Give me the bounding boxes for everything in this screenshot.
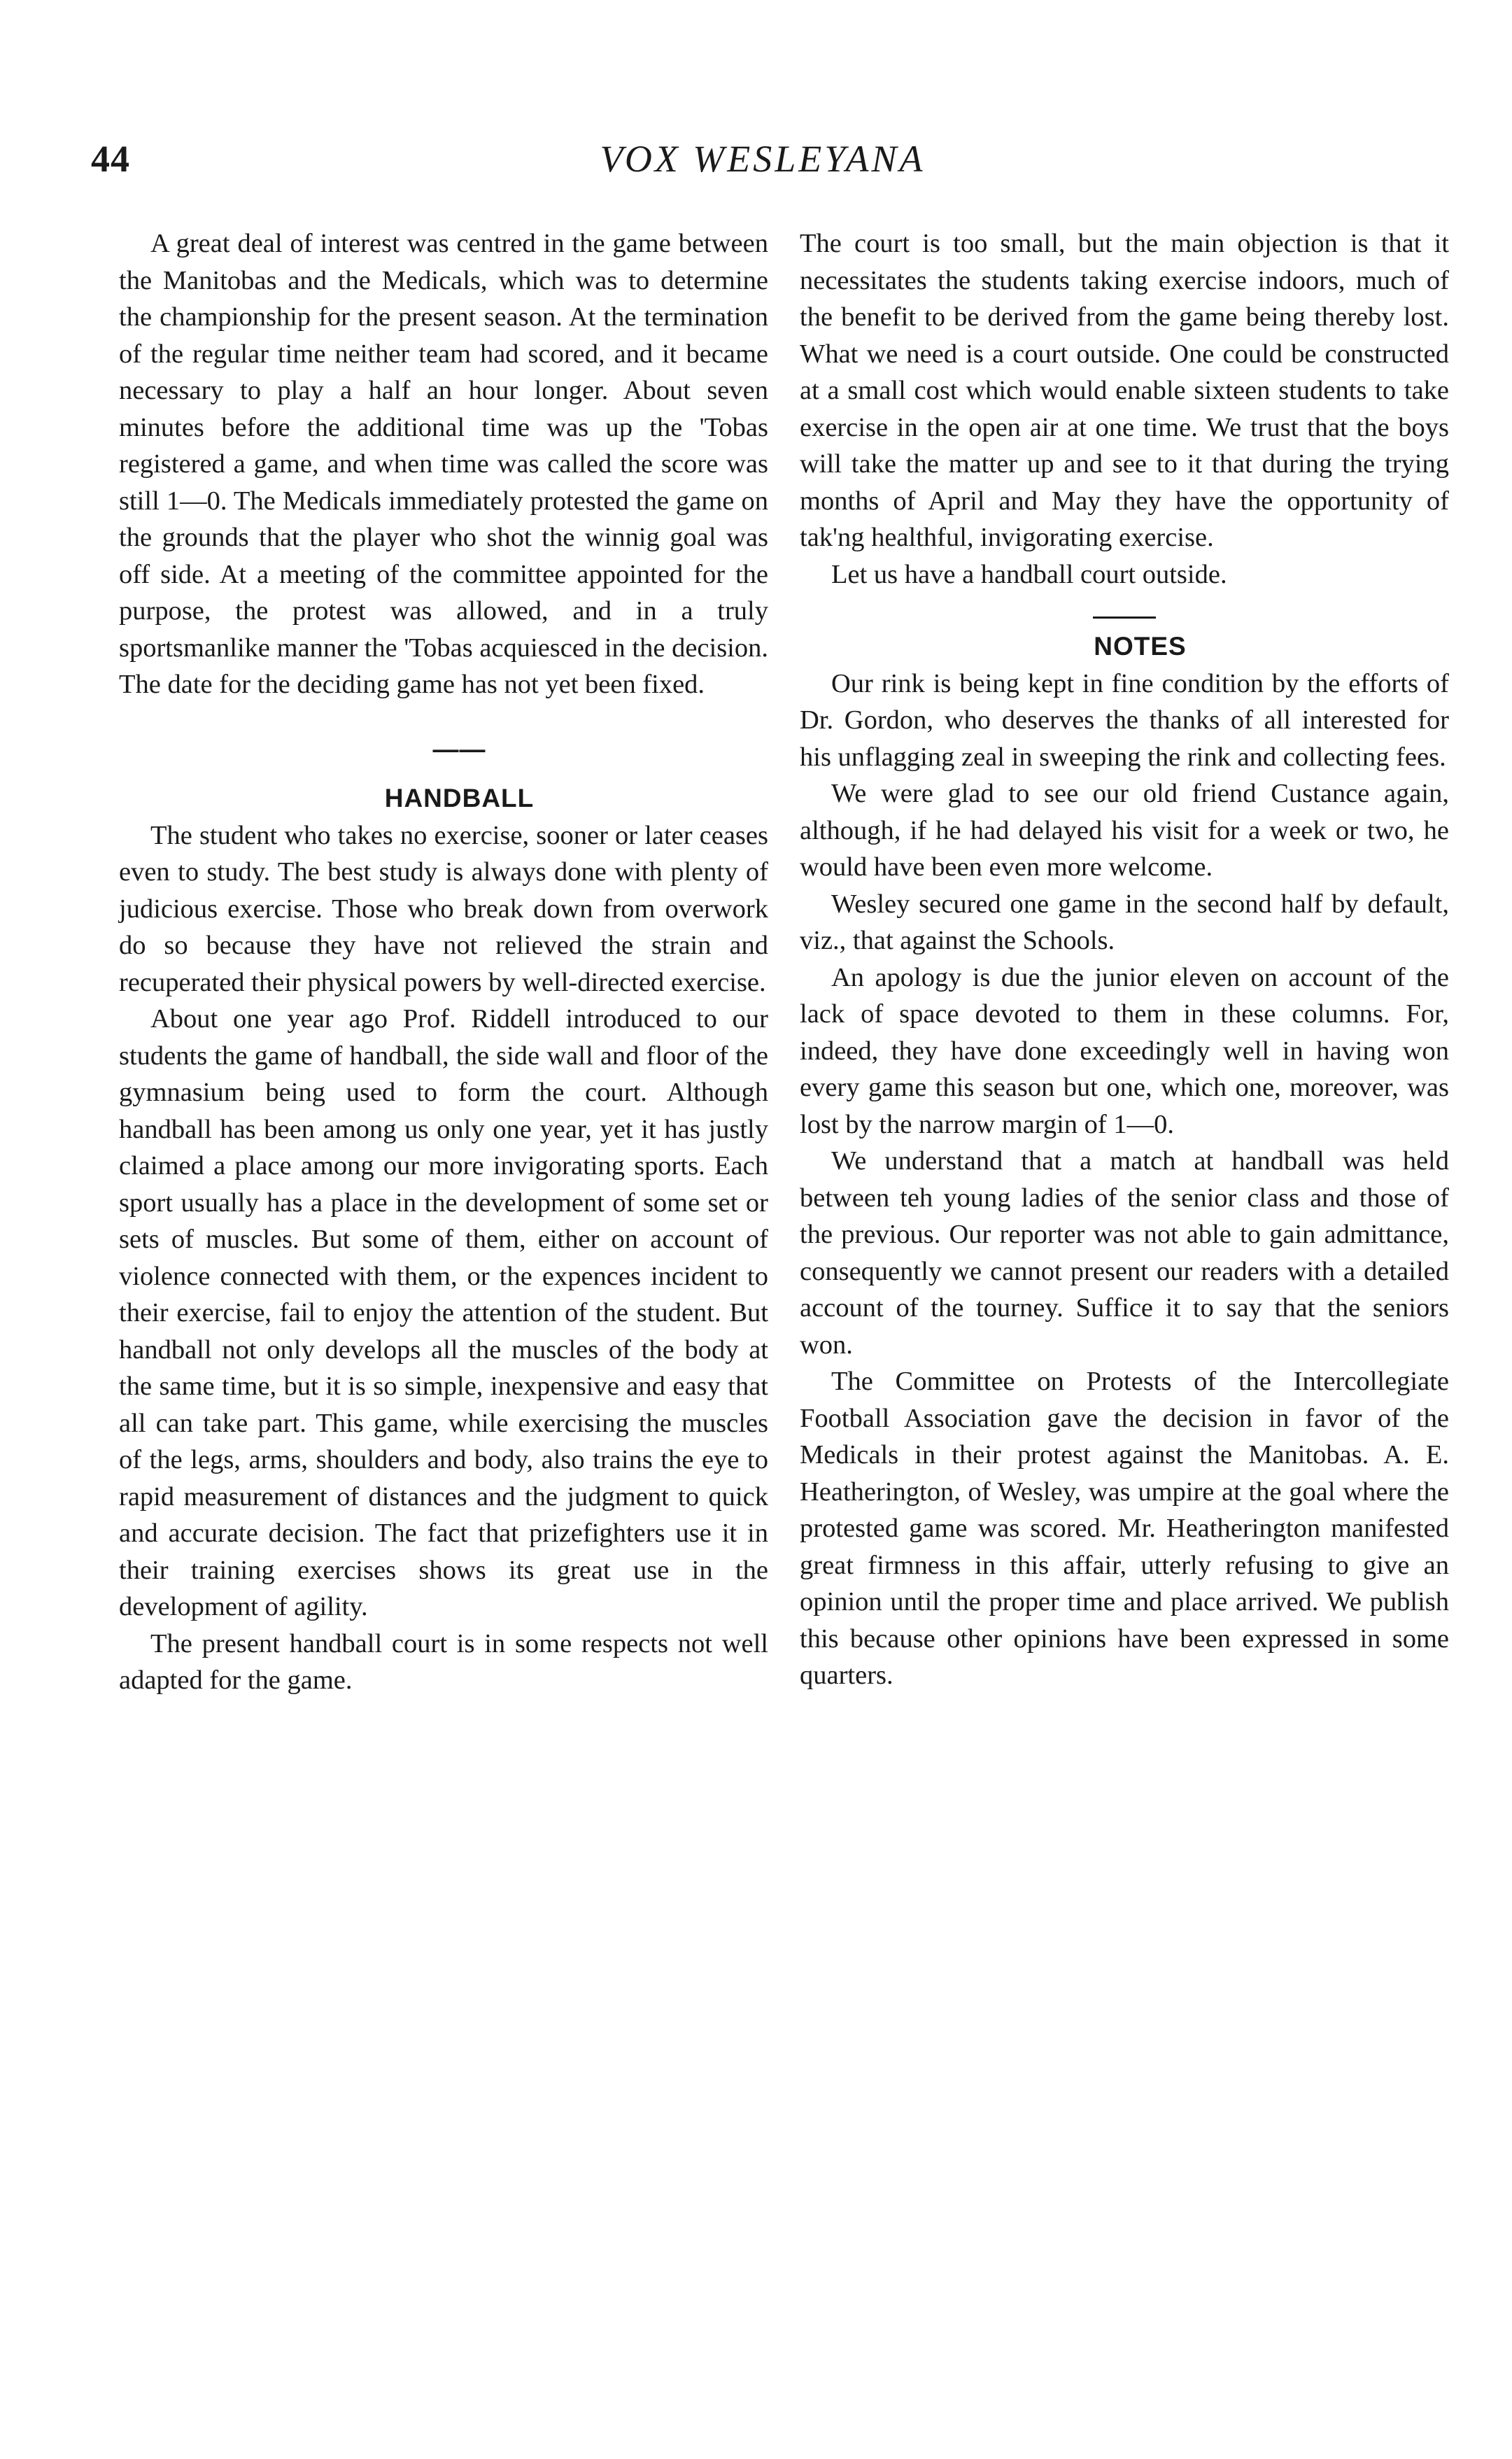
- right-column: [800, 225, 1449, 1694]
- left-column: [119, 225, 768, 1699]
- paragraph-schools: Wesley secured one game in the second half by default, viz., that against the Schools.: [800, 889, 1449, 955]
- paragraph-ladies-handball: We understand that a match at handball was held between teh young ladies of the senior class and those of the previous. Our reporter was not able to gain admittance, consequently we cannot present our readers with a detailed account of the tourney. Suffice it to say that the seniors won.: [800, 1146, 1449, 1360]
- paragraph-handball-history: About one year ago Prof. Riddell introduced to our students the game of handball, the side wall and floor of the gymnasium being used to form the court. Although handball has been among us only one year, yet it has justly claimed a place among our more invigorating sports. Each sport usually has a place in the development of some set or sets of muscles. But some of them, either on account of violence connected with them, or the expences incident to their exercise, fail to enjoy the attention of the student. But handball not only develops all the muscles of the body at the same time, but it is so simple, inexpensive and easy that all can take part. This game, while exercising the muscles of the legs, arms, shoulders and body, also trains the eye to rapid measurement of distances and the judgment to quick and accurate decision. The fact that prizefighters use it in their training exercises shows its great use in the development of agility.: [119, 1004, 768, 1621]
- page-header: [91, 137, 1434, 193]
- paragraph-court-continued: The court is too small, but the main objection is that it necessitates the students taking exercise indoors, much of the benefit to be derived from the game being thereby lost. What we need is a court outside. One could be constructed at a small cost which would enable sixteen students to take exercise in the open air at one time. We trust that the boys will take the matter up and see to it that during the trying months of April and May they have the opportunity of tak'ng healthful, invigorating exercise.: [800, 229, 1449, 552]
- page-number: 44: [91, 138, 130, 180]
- paragraph-custance: We were glad to see our old friend Custance again, although, if he had delayed his visit for a week or two, he would have been even more welcome.: [800, 779, 1449, 882]
- paragraph-handball-court: The present handball court is in some respects not well adapted for the game.: [119, 1628, 768, 1695]
- heading-handball: HANDBALL: [384, 784, 535, 812]
- section-rule: [1093, 616, 1156, 619]
- paragraph-protests: The Committee on Protests of the Intercollegiate Football Association gave the decision in favor of the Medicals in their protest against the Manitobas. A. E. Heatherington, of Wesley, was umpire at the goal where the protested game was scored. Mr. Heatherington manifested great firmness in this affair, utterly refusing to give an opinion until the proper time and place arrived. We publish this because other opinions have been expressed in some quarters.: [800, 1367, 1449, 1690]
- paragraph-junior-eleven: An apology is due the junior eleven on account of the lack of space devoted to them in these columns. For, indeed, they have done exceedingly well in having won every game this season but one, which one, moreover, was lost by the narrow margin of 1—0.: [800, 962, 1449, 1139]
- paragraph-court-outside: Let us have a handball court outside.: [831, 559, 1227, 589]
- running-title: VOX WESLEYANA: [600, 138, 926, 180]
- paragraph-handball-intro: The student who takes no exercise, sooner or later ceases even to study. The best study is always done with plenty of judicious exercise. Those who break down from overwork do so because they have not relieved the strain and recuperated their physical powers by well-directed exercise.: [119, 820, 768, 997]
- paragraph-championship: A great deal of interest was centred in the game between the Manitobas and the Medicals, which was to determine the championship for the present season. At the termination of the regular time neither team had scored, and it became necessary to play a half an hour longer. About seven minutes before the additional time was up the 'Tobas registered a game, and when time was called the score was still 1—0. The Medicals immediately protested the game on the grounds that the player who shot the winnig goal was off side. At a meeting of the committee appointed for the purpose, the protest was allowed, and in a truly sportsmanlike manner the 'Tobas acquiesced in the decision. The date for the deciding game has not yet been fixed.: [119, 229, 768, 699]
- heading-notes: NOTES: [1094, 632, 1187, 661]
- section-separator: ——: [432, 734, 486, 763]
- paragraph-rink: Our rink is being kept in fine condition by the efforts of Dr. Gordon, who deserves the thanks of all interested for his unflagging zeal in sweeping the rink and collecting fees.: [800, 668, 1449, 772]
